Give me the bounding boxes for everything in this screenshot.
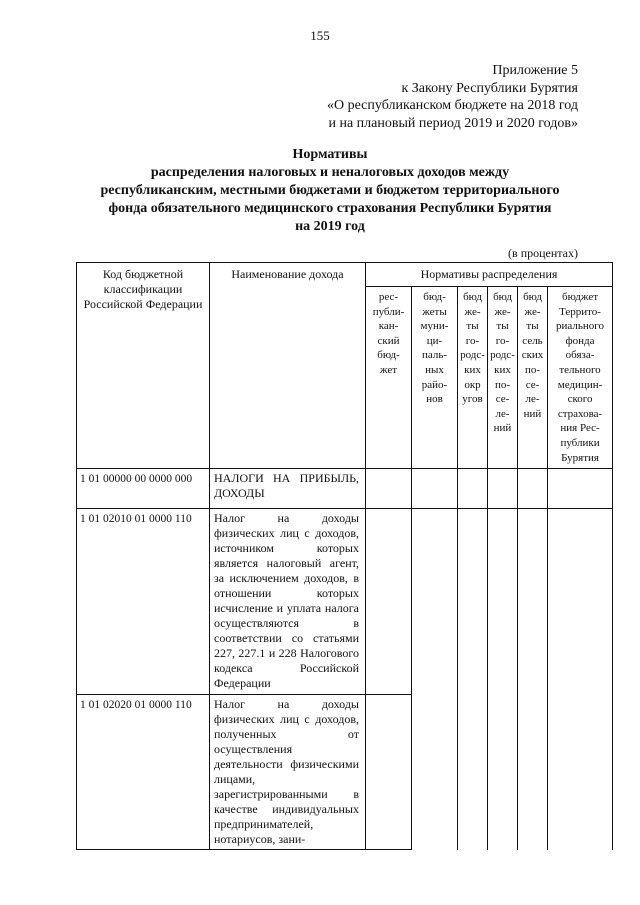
value-cell — [366, 509, 412, 695]
appendix-header — [327, 62, 578, 132]
value-cell — [488, 509, 518, 850]
subhead-line: родс- — [460, 349, 485, 362]
row-name: Налог на доходы физических лиц с доходов, полученных от осуществления деятельности физическими лицами, зарегистрированными в качестве индивидуальных предпринимателей, нотариусов, зани- — [210, 695, 366, 850]
subhead-line: жет — [379, 363, 398, 376]
subhead-line: ский — [377, 334, 400, 347]
subhead-line: ле- — [525, 393, 540, 406]
value-cell — [548, 469, 613, 509]
subhead-line: угов — [462, 393, 483, 406]
subhead-line: же- — [524, 305, 541, 318]
table-row — [77, 509, 613, 695]
header-city-district-budgets — [458, 287, 488, 469]
subhead-lines — [367, 290, 410, 378]
header-republican-budget — [366, 287, 412, 469]
value-cell — [366, 469, 412, 509]
appendix-line: Приложение 5 — [492, 63, 578, 78]
header-row-top — [77, 263, 613, 287]
subhead-line: Бурятия — [561, 451, 599, 464]
subhead-line: по- — [494, 378, 511, 391]
subhead-line: сель — [522, 334, 543, 347]
subhead-line: же- — [494, 305, 511, 318]
subhead-line: райо- — [421, 378, 448, 391]
document-title — [60, 146, 600, 236]
subhead-line: ских — [521, 349, 544, 362]
row-name: Налог на доходы физических лиц с доходов, источником которых является налоговый агент, за исключением доходов, в отношении которых исчисление и уплата налога осуществляются в соответствии со статьями 227, 227.1 и 228 Налогового кодекса Российской Федерации — [210, 509, 366, 695]
subhead-line: обяза- — [565, 349, 595, 362]
subhead-line: ци- — [426, 334, 443, 347]
subhead-line: ского — [567, 393, 593, 406]
subhead-line: кан- — [378, 320, 399, 333]
title-line: Нормативы — [292, 147, 368, 162]
subhead-line: тельного — [559, 363, 601, 376]
subhead-line: ний — [493, 422, 512, 435]
title-line: фонда обязательного медицинского страхования Республики Бурятия — [108, 201, 552, 216]
subhead-line: муни- — [420, 320, 449, 333]
subhead-line: риального — [556, 320, 605, 333]
subhead-line: ле- — [495, 407, 510, 420]
header-code: Код бюджетной классификации Российской Федерации — [77, 263, 210, 469]
row-name: НАЛОГИ НА ПРИБЫЛЬ, ДОХОДЫ — [210, 469, 366, 509]
subhead-lines — [413, 290, 456, 407]
subhead-line: ния Рес- — [560, 422, 600, 435]
subhead-line: фонда — [565, 334, 595, 347]
subhead-line: бюд- — [423, 291, 446, 303]
subhead-line: жеты — [422, 305, 447, 318]
subhead-line: паль- — [421, 349, 448, 362]
subhead-line: ты — [496, 320, 509, 333]
row-code: 1 01 00000 00 0000 000 — [77, 469, 210, 509]
subhead-lines — [519, 290, 546, 421]
subhead-line: бюд — [463, 291, 482, 303]
title-line: распределения налоговых и неналоговых доходов между — [150, 165, 510, 180]
value-cell — [518, 509, 548, 850]
header-medical-insurance-fund — [548, 287, 613, 469]
subhead-line: Террито- — [559, 305, 601, 318]
subhead-line: публики — [560, 436, 600, 449]
subhead-lines — [549, 290, 611, 465]
value-cell — [458, 509, 488, 850]
subhead-lines — [489, 290, 516, 436]
appendix-line: и на плановый период 2019 и 2020 годов» — [328, 115, 578, 131]
subhead-line: ких — [494, 363, 511, 376]
subhead-lines — [459, 290, 486, 407]
value-cell — [412, 469, 458, 509]
header-norms: Нормативы распределения — [366, 263, 613, 287]
value-cell — [548, 509, 613, 850]
value-cell — [458, 469, 488, 509]
subhead-line: нов — [426, 393, 443, 406]
norms-table — [76, 262, 613, 850]
subhead-line: се- — [495, 393, 510, 406]
title-line: республиканским, местными бюджетами и бюджетом территориального — [100, 183, 560, 198]
subhead-line: се- — [525, 378, 540, 391]
value-cell — [412, 509, 458, 850]
subhead-line: окр — [464, 378, 481, 391]
subhead-line: ний — [523, 407, 542, 420]
subhead-line: ных — [425, 363, 444, 376]
table-row — [77, 469, 613, 509]
subhead-line: по- — [524, 363, 541, 376]
subhead-line: же- — [464, 305, 481, 318]
value-cell — [488, 469, 518, 509]
subhead-line: бюджет — [562, 291, 599, 303]
subhead-line: го- — [465, 334, 480, 347]
appendix-line: к Закону Республики Бурятия — [401, 80, 578, 96]
subhead-line: рес- — [378, 291, 399, 303]
subhead-line: страхова- — [557, 407, 603, 420]
header-name: Наименование дохода — [210, 263, 366, 469]
value-cell — [366, 695, 412, 850]
appendix-line: «О республиканском бюджете на 2018 год — [327, 98, 578, 113]
header-urban-settlement-budgets — [488, 287, 518, 469]
subhead-line: ты — [466, 320, 479, 333]
subhead-line: ты — [526, 320, 539, 333]
subhead-line: го- — [495, 334, 510, 347]
row-code: 1 01 02010 01 0000 110 — [77, 509, 210, 695]
header-district-budgets — [412, 287, 458, 469]
header-rural-settlement-budgets — [518, 287, 548, 469]
subhead-line: бюд — [523, 291, 542, 303]
subhead-line: ких — [464, 363, 481, 376]
subhead-line: бюд — [493, 291, 512, 303]
subhead-line: медицин- — [557, 378, 603, 391]
subhead-line: публи- — [372, 305, 405, 318]
subhead-line: родс- — [490, 349, 515, 362]
page-number: 155 — [310, 28, 330, 43]
row-code: 1 01 02020 01 0000 110 — [77, 695, 210, 850]
value-cell — [518, 469, 548, 509]
units-note: (в процентах) — [508, 246, 578, 260]
subhead-line: бюд- — [377, 349, 400, 362]
title-line: на 2019 год — [295, 219, 365, 234]
